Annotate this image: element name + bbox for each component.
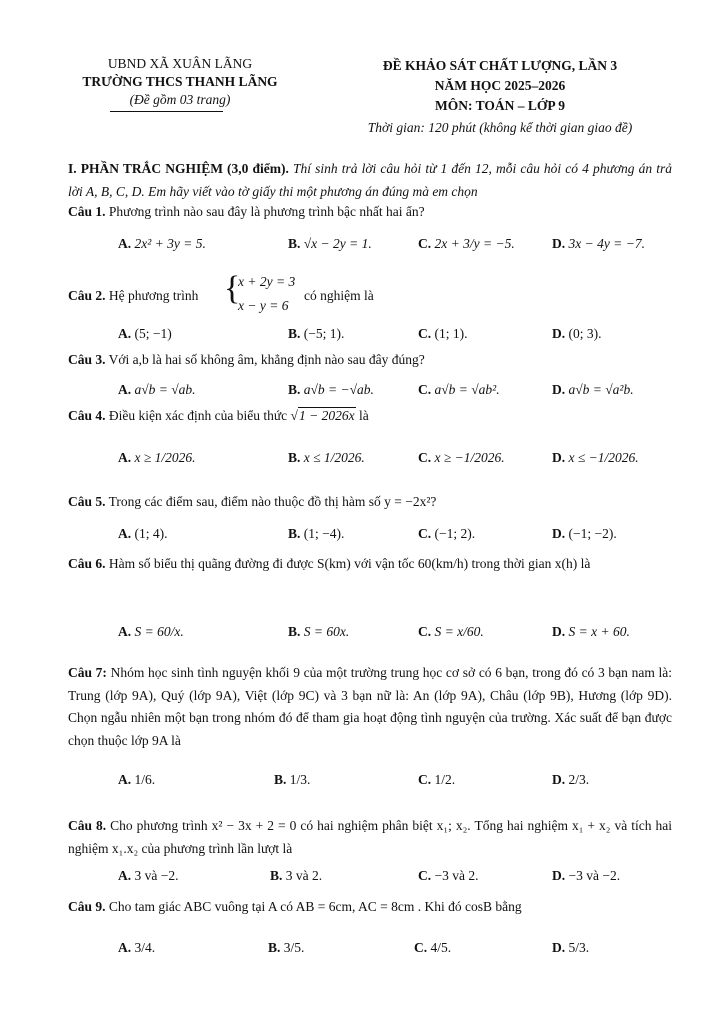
- option-label: D.: [552, 450, 566, 465]
- exam-title: ĐỀ KHẢO SÁT CHẤT LƯỢNG, LẦN 3: [382, 58, 618, 73]
- option-label: D.: [552, 624, 566, 639]
- option-label: B.: [288, 526, 301, 541]
- option-label: B.: [268, 940, 281, 955]
- question-text: Với a,b là hai số không âm, khẳng định nào sau đây đúng?: [108, 352, 425, 367]
- question-text-after: có nghiệm là: [304, 288, 374, 303]
- q5-option-c: [418, 526, 475, 542]
- option-label: D.: [552, 382, 566, 397]
- option-text: a√b = √ab.: [134, 382, 196, 397]
- option-text: √x − 2y = 1.: [303, 236, 372, 251]
- option-text: x ≤ −1/2026.: [568, 450, 639, 465]
- q6-option-b: [288, 624, 349, 640]
- option-label: C.: [418, 772, 432, 787]
- option-text: 3/4.: [134, 940, 156, 955]
- q8-option-c: [418, 868, 478, 884]
- option-label: B.: [288, 326, 301, 341]
- option-label: B.: [288, 236, 301, 251]
- page-count-note: (Đề gồm 03 trang): [129, 92, 231, 107]
- q1-option-a: [118, 236, 206, 252]
- q2-option-c: [418, 326, 468, 342]
- option-text: 2x + 3/y = −5.: [434, 236, 515, 251]
- option-text: a√b = √a²b.: [568, 382, 634, 397]
- option-label: B.: [274, 772, 287, 787]
- question-label: Câu 3.: [68, 352, 106, 367]
- question-4: [68, 408, 369, 424]
- option-label: C.: [418, 624, 432, 639]
- option-label: A.: [118, 940, 132, 955]
- question-text: Hàm số biểu thị quãng đường đi được S(km) với vận tốc 60(km/h) trong thời gian x(h) là: [108, 556, 591, 571]
- option-label: C.: [414, 940, 428, 955]
- question-1: [68, 204, 425, 220]
- question-9: [68, 899, 522, 915]
- question-text: Hệ phương trình: [108, 288, 199, 303]
- q5-option-d: [552, 526, 617, 542]
- q3-option-d: [552, 382, 634, 398]
- option-label: A.: [118, 450, 132, 465]
- option-text: (1; −4).: [303, 526, 345, 541]
- option-text: x ≥ 1/2026.: [134, 450, 196, 465]
- q7-option-a: [118, 772, 155, 788]
- option-label: C.: [418, 326, 432, 341]
- option-text: 3 và 2.: [285, 868, 323, 883]
- question-5: [68, 494, 436, 510]
- q9-option-a: [118, 940, 155, 956]
- option-text: 1/2.: [434, 772, 456, 787]
- option-text: S = x + 60.: [568, 624, 630, 639]
- option-text: S = x/60.: [434, 624, 484, 639]
- option-label: B.: [288, 382, 301, 397]
- question-6: [68, 553, 672, 576]
- option-label: C.: [418, 236, 432, 251]
- option-label: A.: [118, 624, 132, 639]
- q7-option-d: [552, 772, 589, 788]
- question-text: Phương trình nào sau đây là phương trình bậc nhất hai ẩn?: [108, 204, 425, 219]
- question-label: Câu 2.: [68, 288, 106, 303]
- school-name: TRƯỜNG THCS THANH LÃNG: [82, 74, 278, 89]
- option-text: 5/3.: [568, 940, 590, 955]
- option-text: (1; 1).: [434, 326, 468, 341]
- equation-1: x + 2y = 3: [238, 274, 296, 289]
- option-label: D.: [552, 772, 566, 787]
- option-label: D.: [552, 868, 566, 883]
- q3-option-b: [288, 382, 374, 398]
- equation-2: x − y = 6: [238, 298, 289, 313]
- header-divider: [110, 111, 223, 112]
- option-text: (5; −1): [134, 326, 172, 341]
- q1-option-d: [552, 236, 645, 252]
- option-label: A.: [118, 868, 132, 883]
- option-label: B.: [270, 868, 283, 883]
- option-label: A.: [118, 382, 132, 397]
- option-text: 2/3.: [568, 772, 590, 787]
- option-text: 2x² + 3y = 5.: [134, 236, 206, 251]
- q3-option-a: [118, 382, 196, 398]
- option-text: (−1; −2).: [568, 526, 617, 541]
- option-text: 3 và −2.: [134, 868, 179, 883]
- q8-option-a: [118, 868, 178, 884]
- question-7: [68, 662, 672, 752]
- question-label: Câu 7:: [68, 665, 107, 680]
- option-text: −3 và 2.: [434, 868, 479, 883]
- q9-option-d: [552, 940, 589, 956]
- q6-option-a: [118, 624, 184, 640]
- option-label: A.: [118, 526, 132, 541]
- question-2: [68, 288, 198, 304]
- option-label: C.: [418, 526, 432, 541]
- option-label: B.: [288, 450, 301, 465]
- school-year: NĂM HỌC 2025–2026: [434, 78, 566, 93]
- section-1-title: I. PHẦN TRẮC NGHIỆM (3,0 điểm).: [68, 161, 289, 176]
- option-label: A.: [118, 236, 132, 251]
- option-text: (−5; 1).: [303, 326, 345, 341]
- question-text: Cho tam giác ABC vuông tại A có AB = 6cm, AC = 8cm . Khi đó cosB bằng: [108, 899, 522, 914]
- option-label: C.: [418, 450, 432, 465]
- q4-option-c: [418, 450, 505, 466]
- option-text: 1/6.: [134, 772, 156, 787]
- question-8: [68, 815, 672, 860]
- q9-option-b: [268, 940, 304, 956]
- question-3: [68, 352, 425, 368]
- subject: MÔN: TOÁN – LỚP 9: [434, 98, 565, 113]
- exam-duration: Thời gian: 120 phút (không kể thời gian giao đề): [367, 120, 633, 135]
- option-text: S = 60/x.: [134, 624, 184, 639]
- q5-option-a: [118, 526, 168, 542]
- q7-option-b: [274, 772, 310, 788]
- q8-option-d: [552, 868, 620, 884]
- option-text: (−1; 2).: [434, 526, 476, 541]
- option-text: S = 60x.: [303, 624, 350, 639]
- q3-option-c: [418, 382, 500, 398]
- equation-system-brace: {: [224, 270, 241, 307]
- option-label: B.: [288, 624, 301, 639]
- q2-option-d: [552, 326, 602, 342]
- option-text: 4/5.: [430, 940, 452, 955]
- q7-option-c: [418, 772, 455, 788]
- option-text: a√b = √ab².: [434, 382, 500, 397]
- option-text: 1/3.: [289, 772, 311, 787]
- question-text: Cho phương trình x² − 3x + 2 = 0 có hai nghiệm phân biệt x₁; x₂. Tổng hai nghiệm x₁ + x₂ và tích hai nghiệm x₁.x₂ của phương trình lần lượt là: [68, 818, 673, 856]
- question-label: Câu 4.: [68, 408, 106, 423]
- question-label: Câu 8.: [68, 818, 107, 833]
- q6-option-d: [552, 624, 630, 640]
- option-text: x ≥ −1/2026.: [434, 450, 505, 465]
- question-label: Câu 5.: [68, 494, 106, 509]
- question-text: Trong các điểm sau, điểm nào thuộc đồ thị hàm số y = −2x²?: [108, 494, 437, 509]
- option-text: (0; 3).: [568, 326, 602, 341]
- option-label: D.: [552, 526, 566, 541]
- question-text: Điều kiện xác định của biểu thức: [108, 408, 288, 423]
- q9-option-c: [414, 940, 451, 956]
- q4-option-a: [118, 450, 196, 466]
- option-label: D.: [552, 236, 566, 251]
- section-1-instruction: Thí sinh trả lời câu hỏi từ 1 đến 12, mỗi câu hỏi có 4 phương án trả lời A, B, C, D. Em hãy viết vào tờ giấy thi một phương án đúng mà em chọn: [68, 161, 672, 199]
- option-label: C.: [418, 382, 432, 397]
- q1-option-c: [418, 236, 515, 252]
- section-1-intro: [68, 158, 672, 203]
- school-authority: UBND XÃ XUÂN LÃNG: [107, 56, 253, 71]
- q2-option-a: [118, 326, 172, 342]
- option-text: x ≤ 1/2026.: [303, 450, 365, 465]
- sqrt-symbol: √: [290, 408, 298, 423]
- question-label: Câu 1.: [68, 204, 106, 219]
- q1-option-b: [288, 236, 372, 252]
- q4-option-d: [552, 450, 639, 466]
- option-text: 3x − 4y = −7.: [568, 236, 645, 251]
- option-text: 3/5.: [283, 940, 305, 955]
- q4-option-b: [288, 450, 365, 466]
- question-label: Câu 6.: [68, 556, 106, 571]
- sqrt-expression: 1 − 2026x: [298, 408, 355, 423]
- option-label: C.: [418, 868, 432, 883]
- q5-option-b: [288, 526, 344, 542]
- q8-option-b: [270, 868, 322, 884]
- option-text: −3 và −2.: [568, 868, 621, 883]
- option-label: A.: [118, 772, 132, 787]
- question-text: Nhóm học sinh tình nguyện khối 9 của một trường trung học cơ sở có 6 bạn, trong đó có 3 bạn nam là: Trung (lớp 9A), Quý (lớp 9A), Việt (lớp 9C) và 3 bạn nữ là: An (lớp 9A), Châu (lớp 9B), Hương (lớp 9D). Chọn ngẫu nhiên một bạn trong nhóm đó để tham gia hoạt động tình nguyện của trường. Xác suất để bạn được chọn thuộc lớp 9A là: [68, 665, 673, 748]
- q6-option-c: [418, 624, 484, 640]
- option-text: a√b = −√ab.: [303, 382, 374, 397]
- question-label: Câu 9.: [68, 899, 106, 914]
- option-label: D.: [552, 326, 566, 341]
- option-label: D.: [552, 940, 566, 955]
- option-text: (1; 4).: [134, 526, 168, 541]
- q2-option-b: [288, 326, 344, 342]
- option-label: A.: [118, 326, 132, 341]
- question-text-after: là: [358, 408, 369, 423]
